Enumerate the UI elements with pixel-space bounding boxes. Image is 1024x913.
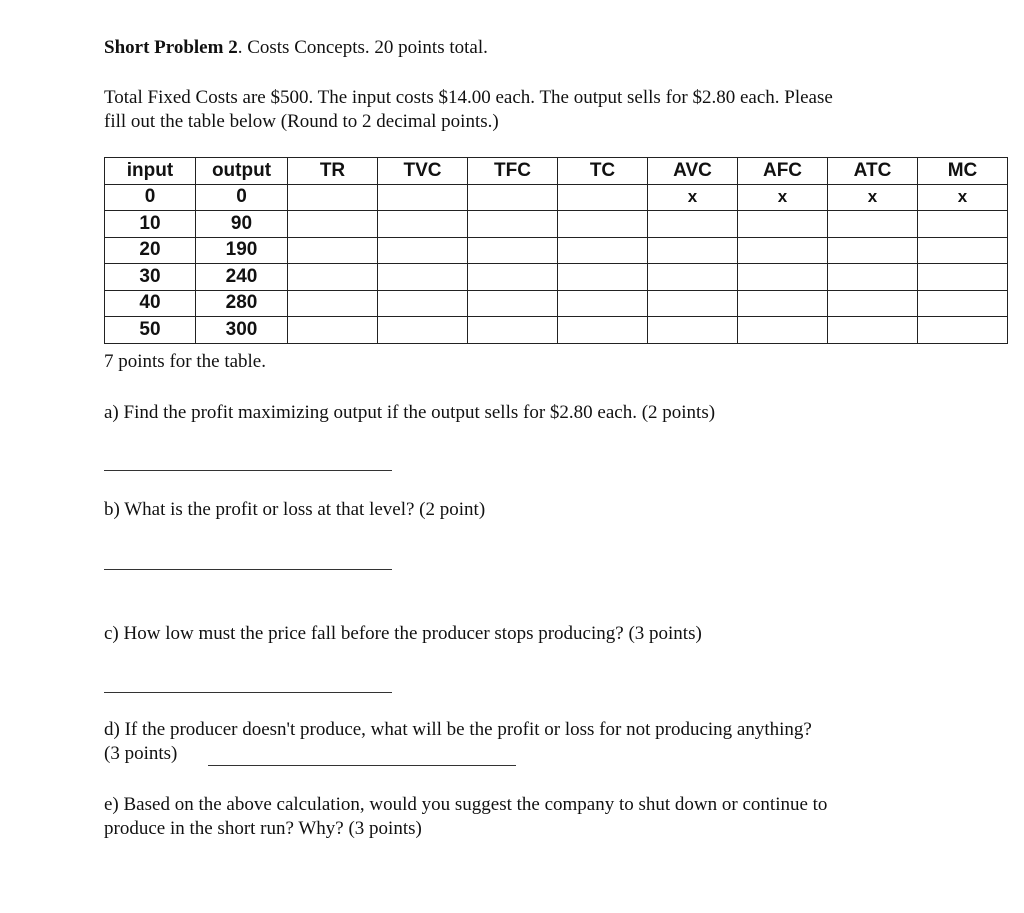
problem-title-rest: . Costs Concepts. 20 points total. — [237, 37, 488, 58]
cell-input: 20 — [105, 237, 196, 264]
header-tvc: TVC — [378, 158, 468, 185]
cell-tvc[interactable] — [378, 290, 468, 317]
cell-tfc[interactable] — [468, 184, 558, 211]
cell-tvc[interactable] — [378, 237, 468, 264]
cell-tc[interactable] — [558, 317, 648, 344]
cell-mc[interactable] — [918, 237, 1008, 264]
header-tfc: TFC — [468, 158, 558, 185]
cell-output: 280 — [196, 290, 288, 317]
question-d — [104, 718, 812, 766]
cell-afc[interactable] — [738, 290, 828, 317]
cost-table — [104, 157, 1008, 344]
cell-tfc[interactable] — [468, 290, 558, 317]
header-mc: MC — [918, 158, 1008, 185]
cell-tr[interactable] — [288, 317, 378, 344]
cell-input: 30 — [105, 264, 196, 291]
table-row — [105, 211, 1008, 238]
cell-tc[interactable] — [558, 264, 648, 291]
question-e-line-2: produce in the short run? Why? (3 points) — [104, 818, 422, 839]
table-points-note: 7 points for the table. — [104, 351, 266, 372]
cell-avc: x — [648, 184, 738, 211]
question-b: b) What is the profit or loss at that level? (2 point) — [104, 499, 486, 520]
table-row — [105, 237, 1008, 264]
cell-tfc[interactable] — [468, 237, 558, 264]
cell-afc[interactable] — [738, 264, 828, 291]
table-row — [105, 184, 1008, 211]
cell-afc[interactable] — [738, 317, 828, 344]
cell-tvc[interactable] — [378, 264, 468, 291]
cell-tc[interactable] — [558, 290, 648, 317]
cell-atc[interactable] — [828, 211, 918, 238]
cell-input: 40 — [105, 290, 196, 317]
cell-tfc[interactable] — [468, 211, 558, 238]
cell-input: 50 — [105, 317, 196, 344]
cell-avc[interactable] — [648, 290, 738, 317]
cell-avc[interactable] — [648, 317, 738, 344]
cell-avc[interactable] — [648, 264, 738, 291]
cell-output: 300 — [196, 317, 288, 344]
cell-mc[interactable] — [918, 211, 1008, 238]
cell-atc[interactable] — [828, 237, 918, 264]
cell-output: 90 — [196, 211, 288, 238]
question-e-line-1: e) Based on the above calculation, would you suggest the company to shut down or continue to — [104, 794, 828, 815]
cell-avc[interactable] — [648, 237, 738, 264]
table-row — [105, 317, 1008, 344]
answer-line-b[interactable] — [104, 569, 392, 570]
cell-tc[interactable] — [558, 237, 648, 264]
cell-tc[interactable] — [558, 184, 648, 211]
header-avc: AVC — [648, 158, 738, 185]
header-tc: TC — [558, 158, 648, 185]
intro-line-2: fill out the table below (Round to 2 decimal points.) — [104, 111, 499, 132]
cell-tvc[interactable] — [378, 317, 468, 344]
problem-title — [104, 36, 488, 60]
cell-tr[interactable] — [288, 211, 378, 238]
answer-line-d[interactable] — [208, 765, 516, 766]
cell-atc: x — [828, 184, 918, 211]
header-atc: ATC — [828, 158, 918, 185]
cell-output: 190 — [196, 237, 288, 264]
problem-intro — [104, 86, 944, 134]
problem-title-bold: Short Problem 2 — [104, 37, 238, 58]
cell-mc[interactable] — [918, 264, 1008, 291]
question-d-line-1: d) If the producer doesn't produce, what will be the profit or loss for not producing anything? — [104, 719, 812, 740]
cell-tvc[interactable] — [378, 211, 468, 238]
cell-mc[interactable] — [918, 317, 1008, 344]
cell-atc[interactable] — [828, 290, 918, 317]
cell-input: 0 — [105, 184, 196, 211]
table-row — [105, 290, 1008, 317]
cell-tfc[interactable] — [468, 264, 558, 291]
question-c: c) How low must the price fall before the producer stops producing? (3 points) — [104, 623, 702, 644]
cell-tvc[interactable] — [378, 184, 468, 211]
cell-mc: x — [918, 184, 1008, 211]
cell-tfc[interactable] — [468, 317, 558, 344]
cell-afc[interactable] — [738, 237, 828, 264]
cell-mc[interactable] — [918, 290, 1008, 317]
cell-tr[interactable] — [288, 184, 378, 211]
table-row — [105, 264, 1008, 291]
cell-tc[interactable] — [558, 211, 648, 238]
cell-atc[interactable] — [828, 264, 918, 291]
cell-afc: x — [738, 184, 828, 211]
cell-output: 240 — [196, 264, 288, 291]
answer-line-c[interactable] — [104, 692, 392, 693]
cell-input: 10 — [105, 211, 196, 238]
cell-avc[interactable] — [648, 211, 738, 238]
question-a: a) Find the profit maximizing output if the output sells for $2.80 each. (2 points) — [104, 402, 716, 423]
cell-tr[interactable] — [288, 237, 378, 264]
header-afc: AFC — [738, 158, 828, 185]
cell-tr[interactable] — [288, 264, 378, 291]
table-header-row — [105, 158, 1008, 185]
intro-line-1: Total Fixed Costs are $500. The input costs $14.00 each. The output sells for $2.80 each. Please — [104, 87, 833, 108]
header-tr: TR — [288, 158, 378, 185]
header-output: output — [196, 158, 288, 185]
cell-atc[interactable] — [828, 317, 918, 344]
question-d-line-2: (3 points) — [104, 743, 178, 764]
cell-tr[interactable] — [288, 290, 378, 317]
cell-output: 0 — [196, 184, 288, 211]
answer-line-a[interactable] — [104, 470, 392, 471]
header-input: input — [105, 158, 196, 185]
question-e — [104, 793, 827, 841]
cell-afc[interactable] — [738, 211, 828, 238]
